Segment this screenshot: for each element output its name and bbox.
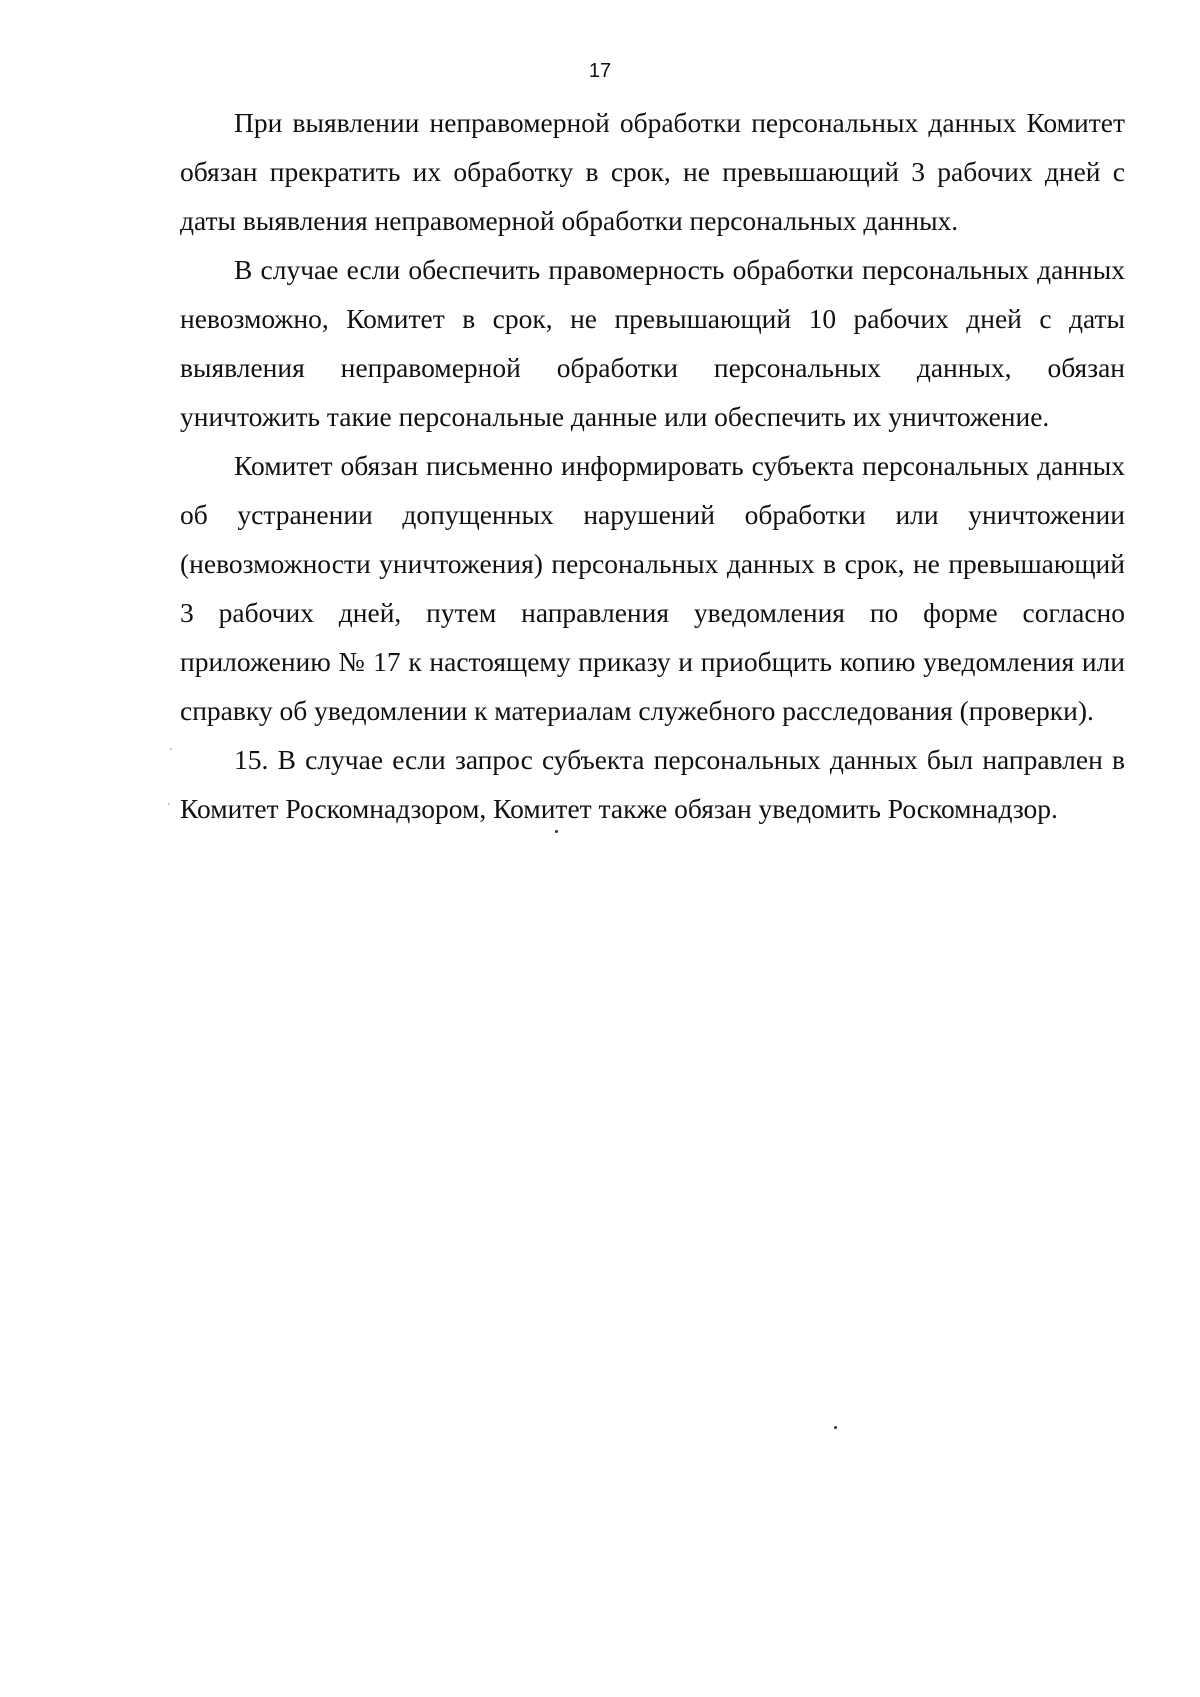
- paragraph-item-15: 15. В случае если запрос субъекта персональных данных был направлен в Комитет Роскомнадзором, Комитет также обязан уведомить Роскомнадзор.: [180, 744, 1125, 824]
- paragraph-unlawful-processing: При выявлении неправомерной обработки персональных данных Комитет обязан прекратить их обработку в срок, не превышающий 3 рабочих дней с даты выявления неправомерной обработки персональных данных.: [180, 107, 1125, 236]
- scan-speck: [170, 748, 172, 750]
- scan-speck: [834, 1426, 837, 1429]
- page-number: 17: [588, 60, 612, 82]
- paragraph-destruction: В случае если обеспечить правомерность обработки персональных данных невозможно, Комитет в срок, не превышающий 10 рабочих дней с даты выявления неправомерной обработки персональных данных, обязан уничтожить такие персональные данные или обеспечить их уничтожение.: [180, 254, 1125, 432]
- scan-speck: [555, 830, 558, 833]
- body-text: [180, 98, 1125, 833]
- paragraph-notification: Комитет обязан письменно информировать субъекта персональных данных об устранении допущенных нарушений обработки или уничтожении (невозможности уничтожения) персональных данных в срок, не превышающий 3 рабочих дней, путем направления уведомления по форме согласно приложению № 17 к настоящему приказу и приобщить копию уведомления или справку об уведомлении к материалам служебного расследования (проверки).: [180, 450, 1125, 726]
- scan-speck: [168, 803, 170, 805]
